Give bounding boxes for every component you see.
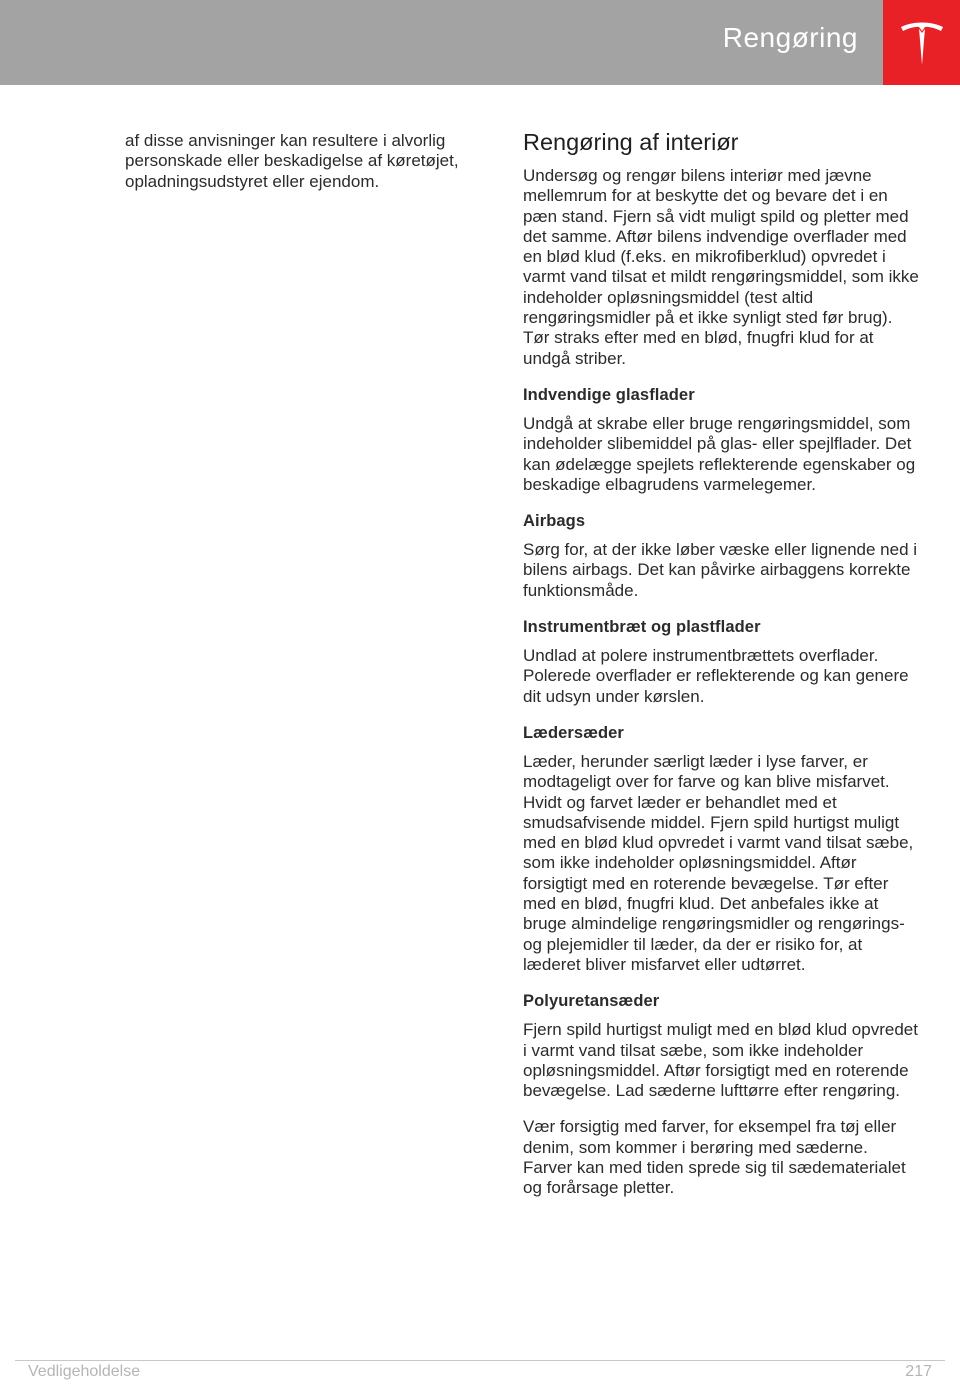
left-column <box>125 131 485 208</box>
logo-badge <box>883 0 960 85</box>
page-header <box>0 0 960 85</box>
closing-paragraph: Vær forsigtig med farver, for eksempel fra tøj eller denim, som kommer i berøring med sæderne. Farver kan med tiden sprede sig til sædematerialet og forårsage pletter. <box>523 1117 906 1198</box>
subheading-leather: Lædersæder <box>523 723 624 742</box>
paragraph-dashboard: Undlad at polere instrumentbrættets overflader. Polerede overflader er reflekterende og kan genere dit udsyn under kørslen. <box>523 646 909 706</box>
page-title: Rengøring <box>722 22 858 53</box>
continued-paragraph: af disse anvisninger kan resultere i alvorlig personskade eller beskadigelse af køretøjet, opladningsudstyret eller ejendom. <box>125 131 459 191</box>
tesla-logo-icon <box>899 19 945 67</box>
footer-section: Vedligeholdelse <box>28 1363 141 1380</box>
paragraph-glass: Undgå at skrabe eller bruge rengøringsmiddel, som indeholder slibemiddel på glas- eller spejlflader. Det kan ødelægge spejlets reflekterende egenskaber og beskadige elbagrudens varmelegemer. <box>523 413 916 494</box>
paragraph-leather: Læder, herunder særligt læder i lyse farver, er modtageligt over for farve og kan blive misfarvet. Hvidt og farvet læder er behandlet med et smudsafvisende middel. Fjern spild hurtigst muligt med en blød klud opvredet i varmt vand tilsat sæbe, som ikke indeholder opløsningsmiddel. Aftør forsigtigt med en roterende bevægelse. Tør efter med en blød, fnugfri klud. Det anbefales ikke at bruge almindelige rengøringsmidler og rengørings- og plejemidler til læder, da der er risiko for, at læderet bliver misfarvet eller udtørret. <box>523 751 914 974</box>
subheading-polyurethane: Polyuretansæder <box>523 992 660 1011</box>
paragraph-airbags: Sørg for, at der ikke løber væske eller lignende ned i bilens airbags. Det kan påvirke airbaggens korrekte funktionsmåde. <box>523 540 918 600</box>
page-number: 217 <box>905 1363 932 1380</box>
section-title: Rengøring af interiør <box>523 129 739 155</box>
right-column <box>523 128 919 1215</box>
subheading-dashboard: Instrumentbræt og plastflader <box>523 618 761 637</box>
footer-divider <box>15 1360 945 1361</box>
paragraph-polyurethane: Fjern spild hurtigst muligt med en blød klud opvredet i varmt vand tilsat sæbe, som ikke indeholder opløsningsmiddel. Aftør forsigtigt med en roterende bevægelse. Lad sæderne lufttørre efter rengøring. <box>523 1020 918 1101</box>
subheading-glass: Indvendige glasflader <box>523 385 695 404</box>
intro-paragraph: Undersøg og rengør bilens interiør med jævne mellemrum for at beskytte det og bevare det i en pæn stand. Fjern så vidt muligt spild og pletter med det samme. Aftør bilens indvendige overflader med en blød klud (f.eks. en mikrofiberklud) opvredet i varmt vand tilsat et mildt rengøringsmiddel, som ikke indeholder opløsningsmiddel (test altid rengøringsmidler på et ikke synligt sted før brug). Tør straks efter med en blød, fnugfri klud for at undgå striber. <box>523 166 919 368</box>
subheading-airbags: Airbags <box>523 512 586 531</box>
